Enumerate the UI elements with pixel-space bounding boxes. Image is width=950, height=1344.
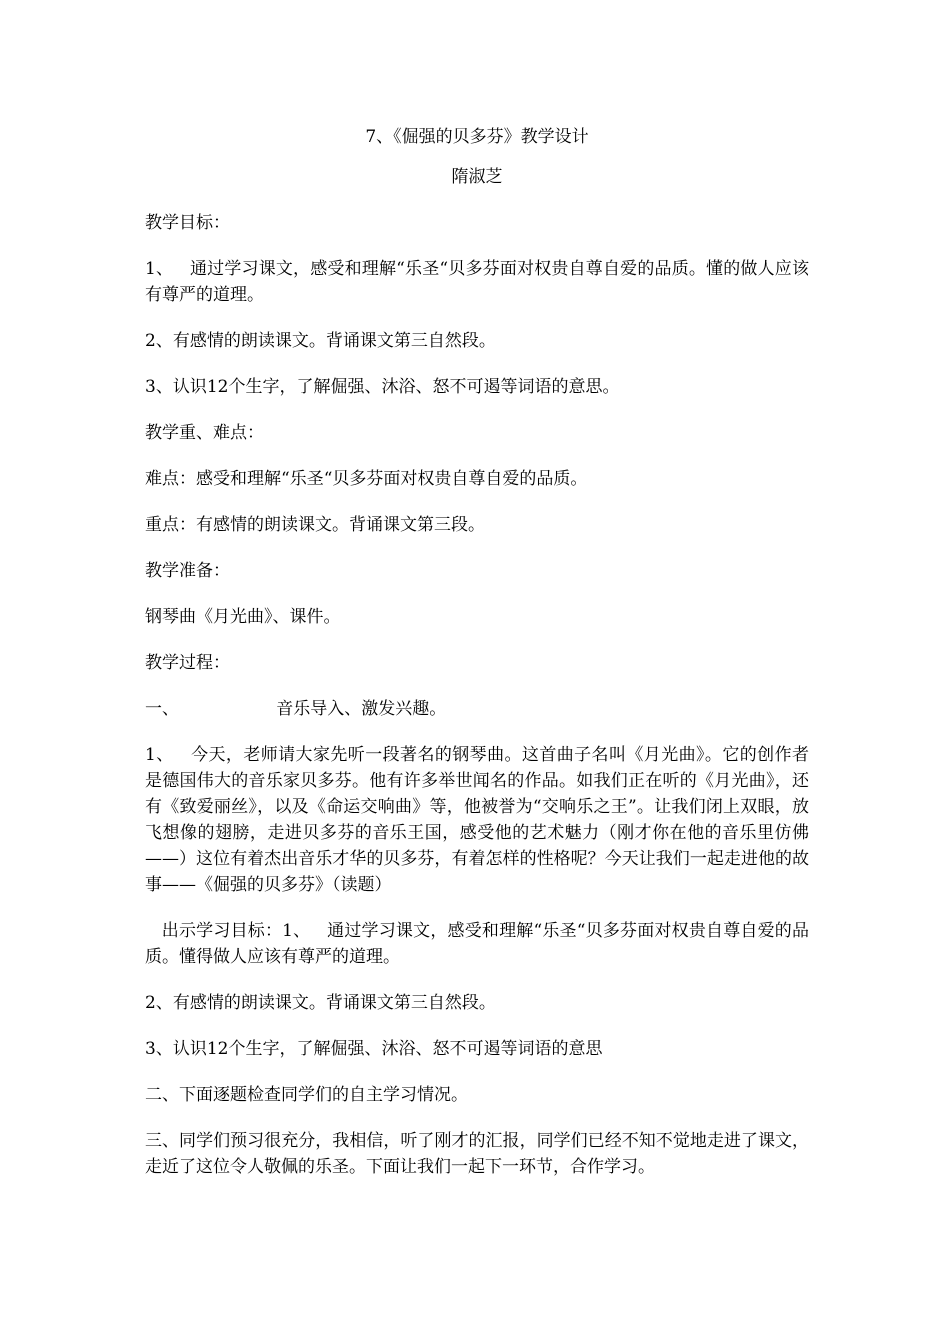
objective-3: 3、认识12个生字，了解倔强、沐浴、怒不可遏等词语的意思。 [145, 377, 620, 397]
preparation-items: 钢琴曲《月光曲》、课件。 [145, 607, 341, 627]
process-step-1-heading: 一、 音乐导入、激发兴趣。 [145, 699, 447, 719]
process-goals-1: 出示学习目标：1、 通过学习课文，感受和理解“乐圣“贝多芬面对权贵自尊自爱的品质。懂得做人应该有尊严的道理。 [145, 921, 809, 967]
document-title: 7、《倔强的贝多芬》教学设计 [365, 127, 589, 147]
key-point: 重点：有感情的朗读课文。背诵课文第三段。 [145, 515, 485, 535]
section-heading-process: 教学过程： [145, 653, 230, 673]
process-step-3: 三、同学们预习很充分，我相信，听了刚才的汇报，同学们已经不知不觉地走进了课文，走近了这位令人敬佩的乐圣。下面让我们一起下一环节，合作学习。 [145, 1131, 809, 1177]
process-step-1-body: 1、 今天，老师请大家先听一段著名的钢琴曲。这首曲子名叫《月光曲》。它的创作者是德国伟大的音乐家贝多芬。他有许多举世闻名的作品。如我们正在听的《月光曲》，还有《致爱丽丝》，以及《命运交响曲》等，他被誉为“交响乐之王”。让我们闭上双眼，放飞想像的翅膀，走进贝多芬的音乐王国，感受他的艺术魅力（刚才你在他的音乐里仿佛——）这位有着杰出音乐才华的贝多芬，有着怎样的性格呢？今天让我们一起走进他的故事——《倔强的贝多芬》（读题） [145, 745, 809, 895]
section-heading-key-points: 教学重、难点： [145, 423, 264, 443]
difficult-point: 难点：感受和理解“乐圣“贝多芬面对权贵自尊自爱的品质。 [145, 469, 588, 489]
process-goals-2: 2、有感情的朗读课文。背诵课文第三自然段。 [145, 993, 496, 1013]
section-heading-objectives: 教学目标： [145, 213, 230, 233]
section-heading-preparation: 教学准备： [145, 561, 230, 581]
document-body [145, 124, 809, 1200]
objective-2: 2、有感情的朗读课文。背诵课文第三自然段。 [145, 331, 496, 351]
process-goals-3: 3、认识12个生字，了解倔强、沐浴、怒不可遏等词语的意思 [145, 1039, 603, 1059]
objective-1: 1、 通过学习课文，感受和理解“乐圣“贝多芬面对权贵自尊自爱的品质。懂的做人应该有尊严的道理。 [145, 259, 809, 305]
process-step-2: 二、下面逐题检查同学们的自主学习情况。 [145, 1085, 468, 1105]
document-author: 隋淑芝 [451, 167, 503, 187]
